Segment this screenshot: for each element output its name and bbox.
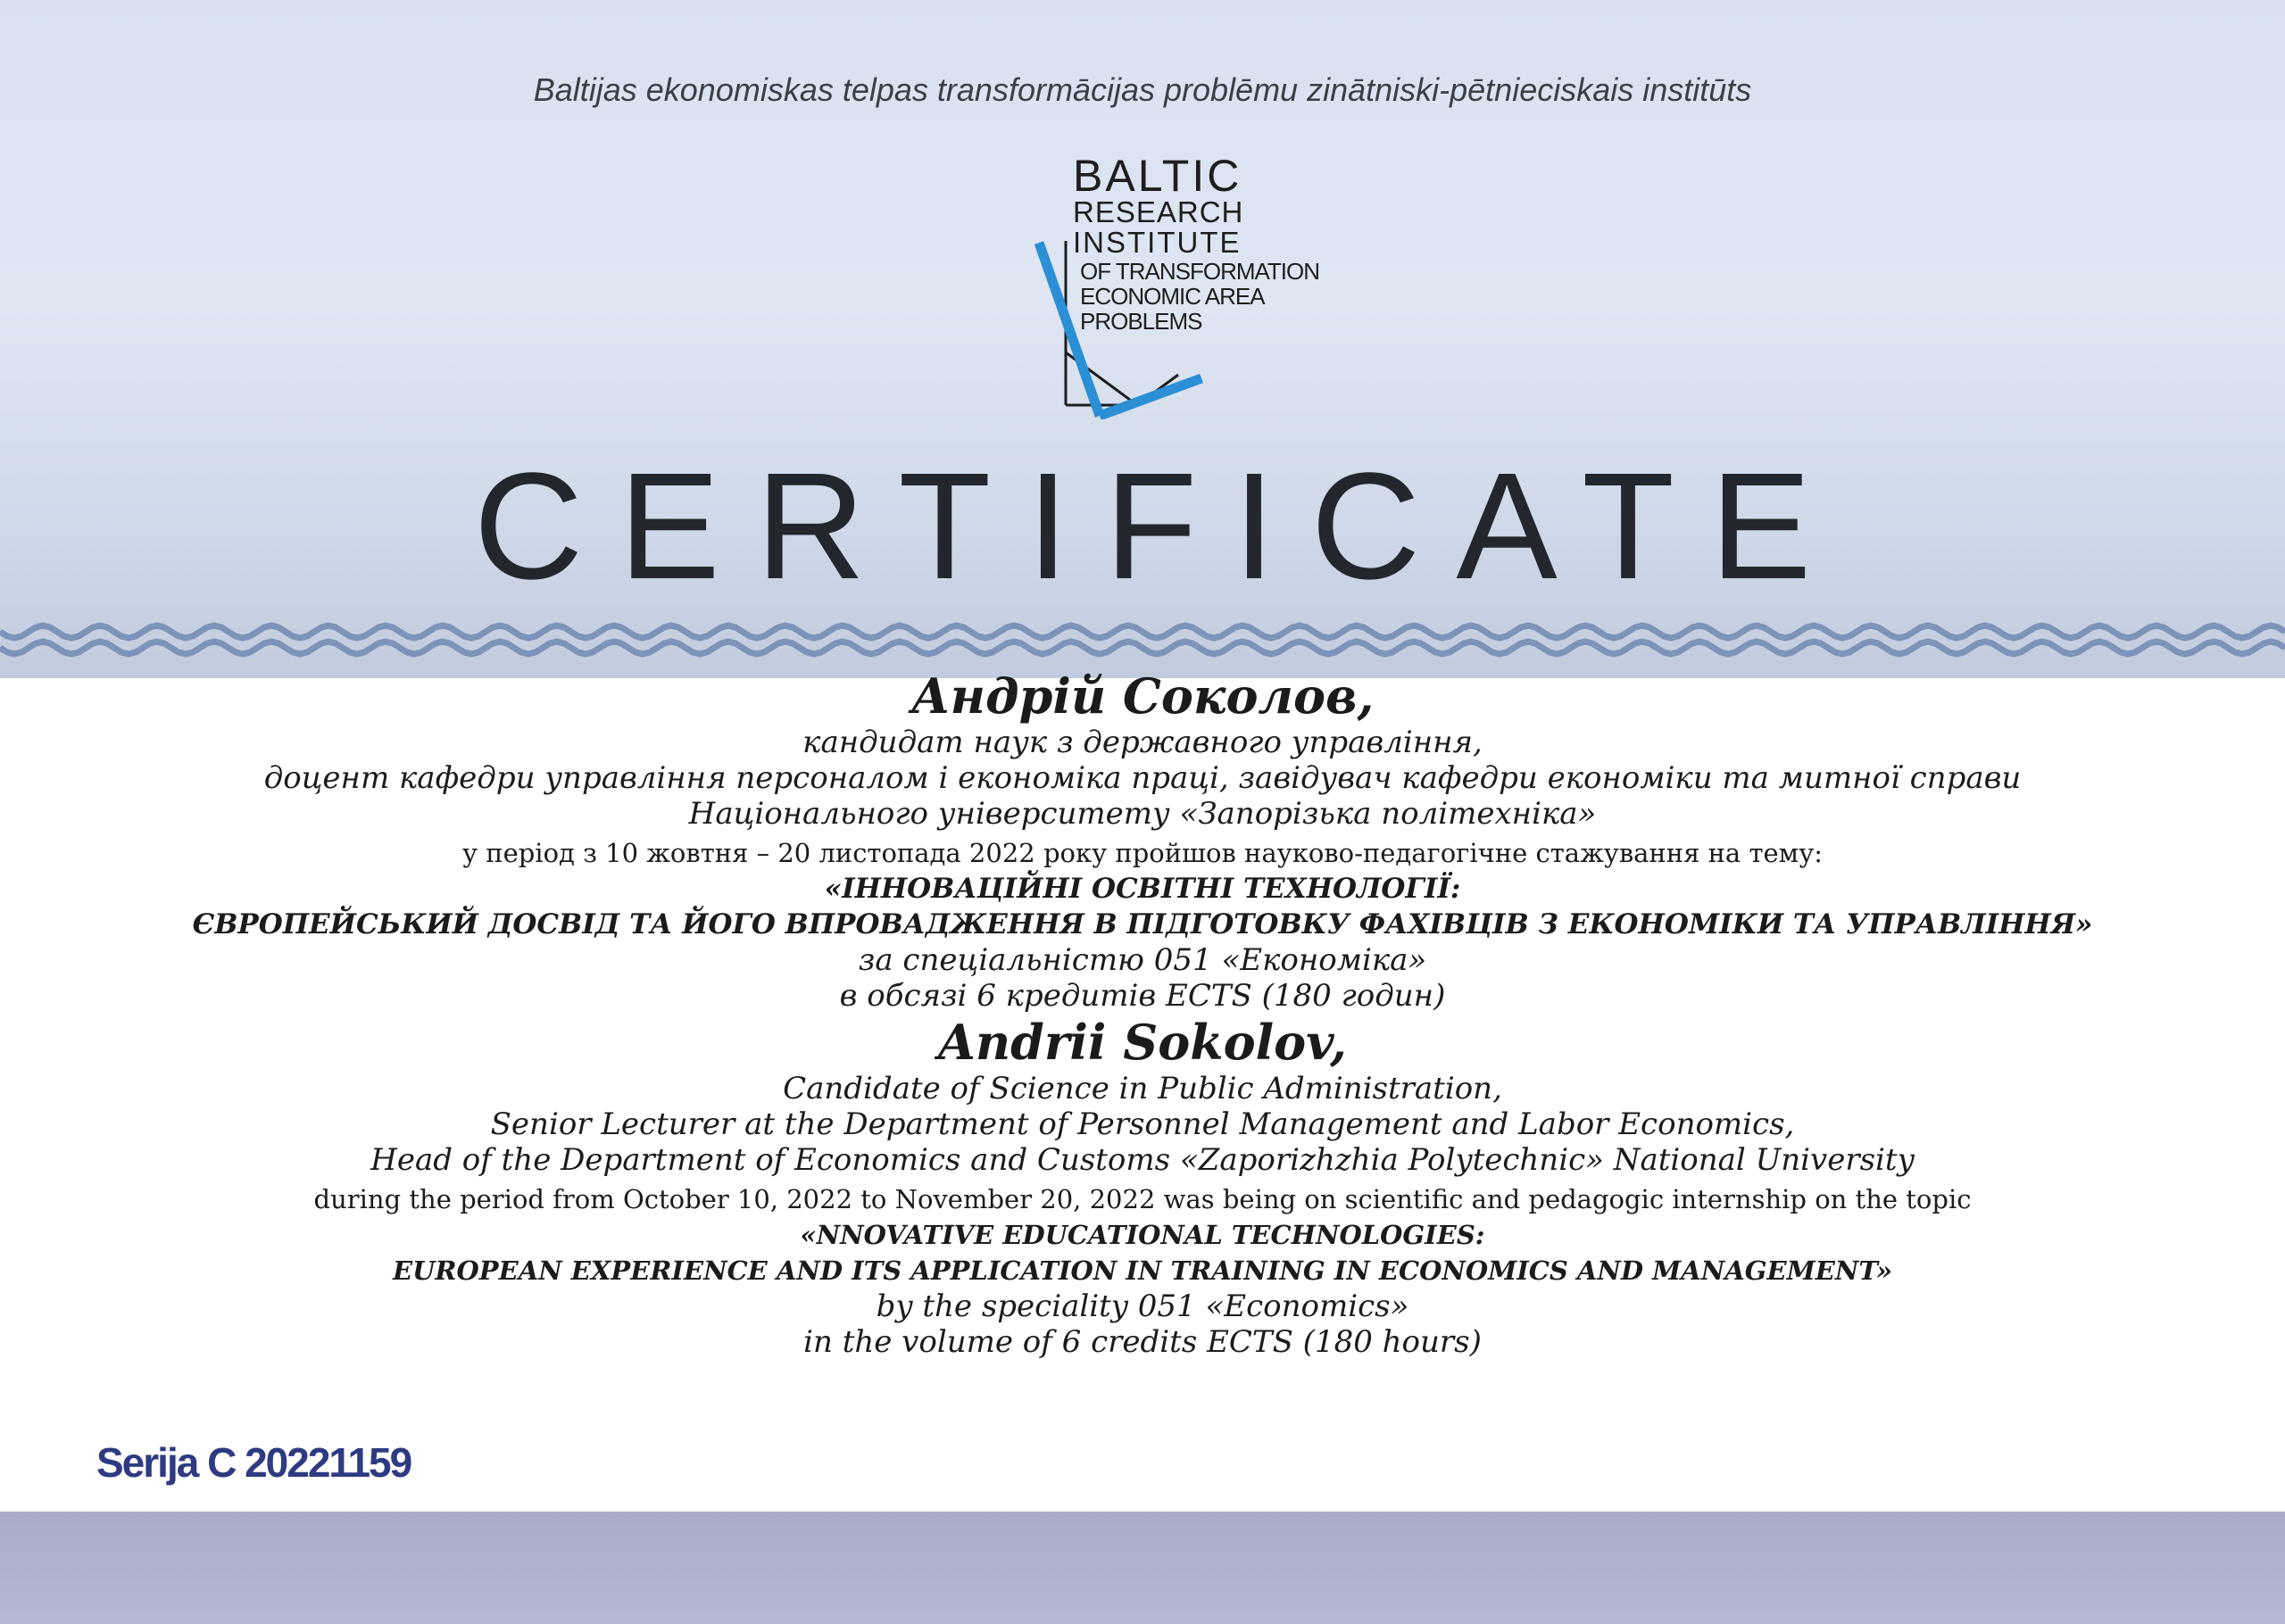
logo-line-economic-area: ECONOMIC AREA xyxy=(1080,283,1265,310)
head-english: Head of the Department of Economics and Customs «Zaporizhzhia Polytechnic» National University xyxy=(370,1142,1915,1178)
volume-english: in the volume of 6 credits ECTS (180 hours) xyxy=(803,1324,1482,1360)
volume-ukrainian: в обсязі 6 кредитів ECTS (180 годин) xyxy=(839,978,1446,1014)
logo-line-research: RESEARCH xyxy=(1073,195,1244,228)
certificate-title: CERTIFICATE xyxy=(473,442,1848,611)
institute-latvian-name: Baltijas ekonomiskas telpas transformācijas problēmu zinātniski-pētnieciskais institūts xyxy=(533,71,1752,108)
position-english: Senior Lecturer at the Department of Personnel Management and Labor Economics, xyxy=(490,1106,1795,1142)
topic-ukrainian-line2: ЄВРОПЕЙСЬКИЙ ДОСВІД ТА ЙОГО ВПРОВАДЖЕННЯ В ПІДГОТОВКУ ФАХІВЦІВ З ЕКОНОМІКИ ТА УПРАВЛІННЯ» xyxy=(192,908,2093,940)
topic-english-line2: EUROPEAN EXPERIENCE AND ITS APPLICATION IN TRAINING IN ECONOMICS AND MANAGEMENT» xyxy=(393,1255,1892,1286)
period-ukrainian: у період з 10 жовтня – 20 листопада 2022 року пройшов науково-педагогічне стажування на тему: xyxy=(461,838,1824,868)
certificate-body xyxy=(0,667,2285,1360)
logo-line-baltic: BALTIC xyxy=(1073,151,1242,201)
speciality-english: by the speciality 051 «Economics» xyxy=(876,1288,1409,1324)
period-english: during the period from October 10, 2022 to November 20, 2022 was being on scientific and pedagogic internship on the topic xyxy=(313,1184,1972,1214)
recipient-name-english: Andrii Sokolov, xyxy=(938,1014,1347,1071)
logo-line-transformation: OF TRANSFORMATION xyxy=(1080,258,1320,285)
speciality-ukrainian: за спеціальністю 051 «Економіка» xyxy=(858,942,1427,978)
topic-english-line1: «NNOVATIVE EDUCATIONAL TECHNOLOGIES: xyxy=(800,1220,1485,1250)
university-ukrainian: Національного університету «Запорізька політехніка» xyxy=(688,796,1597,832)
topic-ukrainian-line1: «ІННОВАЦІЙНІ ОСВІТНІ ТЕХНОЛОГІЇ: xyxy=(824,873,1461,905)
logo-line-problems: PROBLEMS xyxy=(1080,308,1202,335)
wave-divider xyxy=(0,614,2285,667)
footer-band xyxy=(0,1512,2285,1624)
serial-number: Serija C 20221159 xyxy=(96,1439,411,1486)
recipient-name-ukrainian: Андрій Соколов, xyxy=(910,667,1375,725)
degree-english: Candidate of Science in Public Administration, xyxy=(783,1071,1502,1106)
degree-ukrainian: кандидат наук з державного управління, xyxy=(802,725,1483,760)
position-ukrainian: доцент кафедри управління персоналом і економіка праці, завідувач кафедри економіки та митної справи xyxy=(263,760,2022,796)
logo-line-institute: INSTITUTE xyxy=(1073,226,1242,259)
institute-logo xyxy=(1026,152,1383,419)
